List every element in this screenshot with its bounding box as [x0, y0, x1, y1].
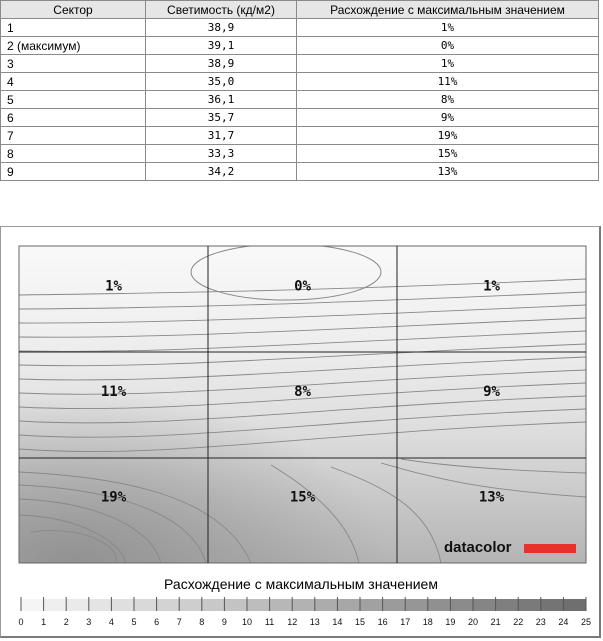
luminance-cell: 38,9: [146, 55, 297, 73]
column-header: Сектор: [1, 1, 146, 19]
legend-tick-label: 24: [558, 617, 569, 627]
sector-8-label: 15%: [289, 489, 316, 506]
table-header-row: [1, 1, 599, 19]
luminance-cell: 35,7: [146, 109, 297, 127]
luminance-cell: 38,9: [146, 19, 297, 37]
legend-swatch: [360, 599, 383, 611]
sector-cell: 7: [1, 127, 146, 145]
sector-9-label: 13%: [478, 489, 505, 506]
deviation-cell: 9%: [297, 109, 599, 127]
sector-cell: 3: [1, 55, 146, 73]
luminance-cell: 36,1: [146, 91, 297, 109]
sector-6-label: 9%: [483, 384, 500, 401]
legend-tick-label: 19: [445, 617, 456, 627]
luminance-table: [0, 0, 599, 181]
legend-swatch: [111, 599, 134, 611]
legend-swatch: [518, 599, 541, 611]
table-row: [1, 55, 599, 73]
legend-tick-label: 20: [467, 617, 479, 627]
legend-swatch: [428, 599, 451, 611]
legend-tick-label: 12: [287, 617, 298, 627]
legend-swatch: [157, 599, 180, 611]
deviation-cell: 15%: [297, 145, 599, 163]
legend-tick-label: 13: [309, 617, 320, 627]
table-row: [1, 109, 599, 127]
legend-tick-label: 6: [154, 617, 160, 627]
legend-swatch: [179, 599, 202, 611]
table-row: [1, 91, 599, 109]
legend-scale: [18, 597, 591, 627]
luminance-cell: 39,1: [146, 37, 297, 55]
luminance-cell: 33,3: [146, 145, 297, 163]
table-row: [1, 37, 599, 55]
legend-swatch: [66, 599, 89, 611]
deviation-cell: 1%: [297, 19, 599, 37]
legend-swatch: [450, 599, 473, 611]
sector-1-label: 1%: [105, 278, 122, 295]
table-row: [1, 145, 599, 163]
legend-tick-label: 21: [490, 617, 501, 627]
sector-2-label: 0%: [294, 278, 311, 295]
deviation-cell: 19%: [297, 127, 599, 145]
luminance-cell: 35,0: [146, 73, 297, 91]
legend-swatch: [405, 599, 428, 611]
legend-tick-label: 2: [63, 617, 69, 627]
legend-tick-label: 14: [332, 617, 343, 627]
legend-tick-label: 10: [241, 617, 253, 627]
sector-cell: 8: [1, 145, 146, 163]
legend-tick-label: 9: [221, 617, 227, 627]
deviation-cell: 13%: [297, 163, 599, 181]
legend-tick-label: 23: [535, 617, 546, 627]
column-header: Расхождение с максимальным значением: [297, 1, 599, 19]
sector-cell: 2 (максимум): [1, 37, 146, 55]
legend-tick-label: 17: [400, 617, 411, 627]
legend-tick-label: 18: [422, 617, 433, 627]
legend-swatch: [541, 599, 564, 611]
legend-swatch: [383, 599, 406, 611]
legend-tick-label: 15: [354, 617, 366, 627]
legend-swatch: [563, 599, 586, 611]
deviation-cell: 8%: [297, 91, 599, 109]
legend-swatch: [292, 599, 315, 611]
uniformity-chart: [1, 227, 600, 637]
legend-tick-label: 7: [176, 617, 182, 627]
legend-tick-label: 16: [377, 617, 388, 627]
luminance-cell: 34,2: [146, 163, 297, 181]
legend-swatch: [270, 599, 293, 611]
legend-tick-label: 0: [18, 617, 24, 627]
logo-text: datacolor: [444, 539, 512, 556]
legend-swatch: [315, 599, 338, 611]
legend-swatch: [247, 599, 270, 611]
legend-tick-label: 11: [264, 617, 275, 627]
sector-cell: 5: [1, 91, 146, 109]
sector-7-label: 19%: [100, 489, 127, 506]
sector-cell: 1: [1, 19, 146, 37]
luminance-cell: 31,7: [146, 127, 297, 145]
legend-swatch: [337, 599, 360, 611]
legend-tick-label: 5: [131, 617, 137, 627]
deviation-cell: 0%: [297, 37, 599, 55]
table-row: [1, 19, 599, 37]
legend-tick-label: 3: [86, 617, 92, 627]
legend-swatch: [224, 599, 247, 611]
legend-swatch: [202, 599, 225, 611]
legend-tick-label: 22: [513, 617, 524, 627]
deviation-cell: 1%: [297, 55, 599, 73]
legend-tick-label: 25: [580, 617, 592, 627]
legend-tick-label: 1: [41, 617, 47, 627]
column-header: Светимость (кд/м2): [146, 1, 297, 19]
sector-3-label: 1%: [483, 278, 500, 295]
sector-cell: 4: [1, 73, 146, 91]
logo-bar: [524, 544, 576, 553]
sector-4-label: 11%: [100, 384, 127, 401]
legend-swatch: [134, 599, 157, 611]
table-row: [1, 163, 599, 181]
legend-swatch: [496, 599, 519, 611]
sector-cell: 6: [1, 109, 146, 127]
sector-5-label: 8%: [294, 384, 311, 401]
table-row: [1, 127, 599, 145]
sector-cell: 9: [1, 163, 146, 181]
uniformity-chart-panel: [0, 226, 601, 638]
legend-swatch: [89, 599, 112, 611]
legend-swatch: [44, 599, 67, 611]
legend-tick-label: 8: [199, 617, 205, 627]
table-row: [1, 73, 599, 91]
legend-swatch: [473, 599, 496, 611]
legend-swatch: [21, 599, 44, 611]
deviation-cell: 11%: [297, 73, 599, 91]
legend-tick-label: 4: [108, 617, 114, 627]
legend-title: Расхождение с максимальным значением: [164, 576, 438, 592]
